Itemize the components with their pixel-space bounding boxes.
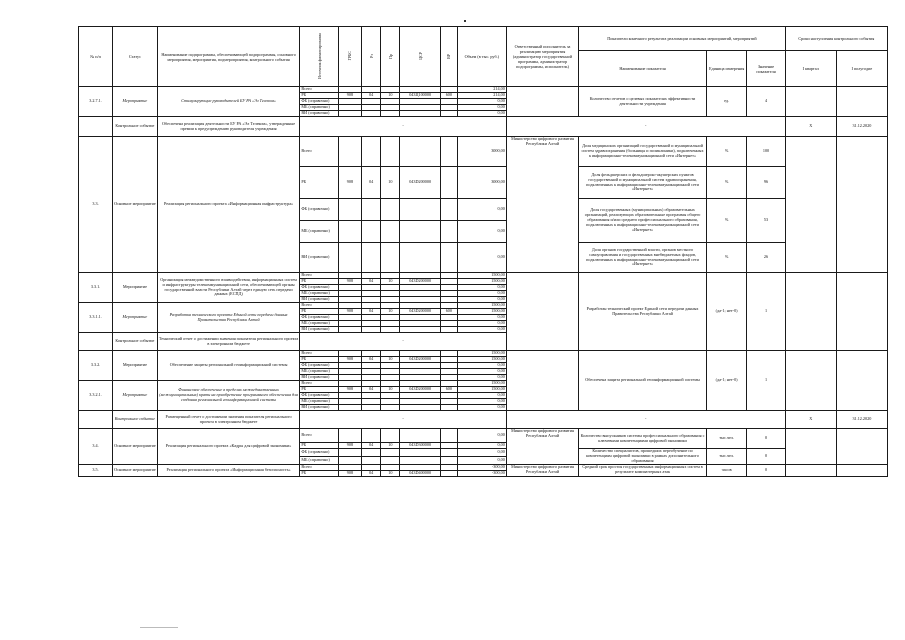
col-source: Источник финансирования bbox=[300, 27, 338, 87]
header-row bbox=[79, 27, 888, 51]
control-event-row: Контрольное событие Размещенный отчет о достижении значения показателя регионального проекта в электронном бюджете - - Х 31.12.2020 bbox=[79, 411, 888, 429]
table-row: 3.5. Основное мероприятие Реализация регионального проекта «Информационная безопасность» Всего -300,00 Министерство цифрового развития Республики Алтай Средний срок простоя государственных информационных систем в результате компьютерных атак часов 0 bbox=[79, 464, 888, 470]
table-row: ФБ (справочно) 0,00 bbox=[301, 362, 505, 368]
table-row: ВИ (справочно) 0,00 bbox=[301, 326, 505, 332]
table-row: 3.3.2.1. Мероприятие Финансовое обеспечение в пределах межведомственных (межмуниципальных) кратн на приобретение программного обеспечения для создания региональной геоинформационной системы Всего 1500,00 bbox=[79, 381, 888, 387]
table-row: ВИ (справочно) 0,00 bbox=[301, 374, 505, 380]
col-pr: Пр bbox=[381, 27, 400, 87]
col-ind-value: Значение показателя bbox=[747, 51, 785, 87]
table-row: РБ 908 04 10 043Ц100000 600 214,00 bbox=[301, 92, 505, 98]
table-row: РБ 908 04 10 043D200000 600 1500,00 bbox=[301, 308, 505, 314]
table-row: РБ 908 04 10 043D200000 600 1500,00 bbox=[301, 386, 505, 392]
table-row: МБ (справочно) 0,00 bbox=[301, 290, 505, 296]
page-mark-bottom bbox=[140, 627, 178, 628]
col-csr: ЦСР bbox=[400, 27, 440, 87]
table-row: РБ 908 04 10 043D200000 3000,00 Доля фельдшерских и фельдшерско-акушерских пунктов государственной и муниципальной систем здравоохранения, подключенных к информационно-телекоммуникационной сети «Интернет» % 96 bbox=[79, 167, 888, 199]
plan-table bbox=[78, 26, 888, 477]
table-row: ФБ (справочно) 0,00 Доля государственных (муниципальных) образовательных организаций, реализующих образовательные программы общего образования и/или среднего профессионального образования, подключенных к информационно-телекоммуникационной сети «Интернет» % 53 bbox=[79, 199, 888, 221]
control-event-row: Контрольное событие Обеспечена реализация деятельности БУ РА «Эл Телеком», утвержденные премии к предупреждению руководителя учреждения - - Х 31.12.2020 bbox=[79, 117, 888, 137]
table-row: 3.4. Основное мероприятие Реализация регионального проекта «Кадры для цифровой экономики» Всего 0,00 Министерство цифрового развития Республики Алтай Количество выпускников системы профессионального образования с ключевыми компетенциями цифровой экономики тыс.чел. 0 bbox=[79, 429, 888, 443]
table-row: МБ (справочно) 0,00 bbox=[79, 456, 888, 464]
table-row: 3.2.7.1. Мероприятие Стимулирующие руководителей БУ РА «Эл Телеком» Всего 214,00 Количество отчетов о целевых показателях эффективности деятельности учреждения ед. 4 bbox=[79, 87, 888, 93]
col-ind-unit: Единица измерения bbox=[706, 51, 746, 87]
col-executor: Ответственный исполнитель за реализацию мероприятия (администратор государственной программы, администратор подпрограммы, исполнитель) bbox=[506, 27, 578, 87]
page-mark bbox=[464, 20, 466, 22]
table-row: 3.3.1. Мероприятие Организация межведомственного взаимодействия, информационных систем и инфраструктуры телекоммуникационной сети, обеспечивающей органы государственной власти Республики Алтай через единую сеть передачи данных (ЕСПД) Всего 1500,00 Разработан технический проект Единой сети передачи данных Правительства Республики Алтай (да-1; нет-0) 1 bbox=[79, 273, 888, 279]
table-row: МБ (справочно) 0,00 bbox=[301, 368, 505, 374]
table-row: МБ (справочно) 0,00 bbox=[301, 398, 505, 404]
table-row: МБ (справочно) 0,00 bbox=[301, 320, 505, 326]
col-deadline: Сроки наступления контрольного события bbox=[785, 27, 887, 51]
control-event-row: Контрольное событие Технический отчет о достижении значения показателя регионального проекта в электронном бюджете - bbox=[79, 333, 888, 351]
table-row: ВИ (справочно) 0,00 bbox=[301, 296, 505, 302]
table-row: 3.3.1.1. Мероприятие Разработка технического проекта Единой сети передачи данных Правительства Республики Алтай Всего 1500,00 bbox=[79, 303, 888, 309]
table-row: 3.3.2. Мероприятие Обеспечение защиты региональной геоинформационной системы Всего 1500,00 Обеспечена защита региональной геоинформационной системы (да-1; нет-0) 1 bbox=[79, 351, 888, 357]
table-row: РБ 908 04 10 043D400000 -300,00 bbox=[301, 470, 505, 475]
table-row: 3.3. Основное мероприятие Реализация регионального проекта «Информационная инфраструктура» Всего 3000,00 Министерство цифрового развития Республики Алтай Доля медицинских организаций государственной и муниципальной систем здравоохранения (больницы и поликлиники), подключенных к информационно-телекоммуникационной сети «Интернет» % 100 bbox=[79, 137, 888, 167]
table-row: РБ 908 04 10 043D200000 1500,00 bbox=[301, 278, 505, 284]
table-row: ВИ (справочно) 0,00 bbox=[301, 404, 505, 410]
table-row: РБ 908 04 10 043D300000 0,00 bbox=[301, 442, 505, 448]
table-row: ФБ (справочно) 0,00 bbox=[301, 98, 505, 104]
col-num: № п/п bbox=[79, 27, 113, 87]
col-grbs: ГРБС bbox=[338, 27, 361, 87]
col-ind-name: Наименование показателя bbox=[579, 51, 707, 87]
col-status: Статус bbox=[113, 27, 158, 87]
table-row: ФБ (справочно) 0,00 Количество специалистов, прошедших переобучение по компетенциям цифровой экономики в рамках дополнительного образования тыс.чел. 0 bbox=[79, 449, 888, 457]
col-indicators: Показатели конечного результата реализации основных мероприятий, мероприятий bbox=[579, 27, 785, 51]
table-row: МБ (справочно) 0,00 bbox=[79, 221, 888, 243]
col-vr: ВР bbox=[440, 27, 457, 87]
table-row: ФБ (справочно) 0,00 bbox=[301, 392, 505, 398]
col-name: Наименование подпрограммы, обеспечивающей подпрограммы, основного мероприятия, мероприятия, подмероприятия, контрольного события bbox=[157, 27, 300, 87]
col-quarter: I квартал bbox=[785, 51, 836, 87]
table-row: РБ 908 04 10 043D200000 1500,00 bbox=[301, 356, 505, 362]
table-row: ФБ (справочно) 0,00 bbox=[301, 284, 505, 290]
col-volume: Объем (в тыс. руб.) bbox=[457, 27, 506, 87]
table-row: МБ (справочно) 0,00 bbox=[301, 104, 505, 110]
col-halfyear: I полугодие bbox=[836, 51, 887, 87]
table-row: ВИ (справочно) 0,00 bbox=[301, 110, 505, 116]
table-row: ВИ (справочно) 0,00 Доля органов государственной власти, органов местного самоуправления и государственных внебюджетных фондов, подключенных к информационно-телекоммуникационной сети «Интернет» % 26 bbox=[79, 243, 888, 273]
table-row: ФБ (справочно) 0,00 bbox=[301, 314, 505, 320]
col-rz: Рз bbox=[362, 27, 381, 87]
